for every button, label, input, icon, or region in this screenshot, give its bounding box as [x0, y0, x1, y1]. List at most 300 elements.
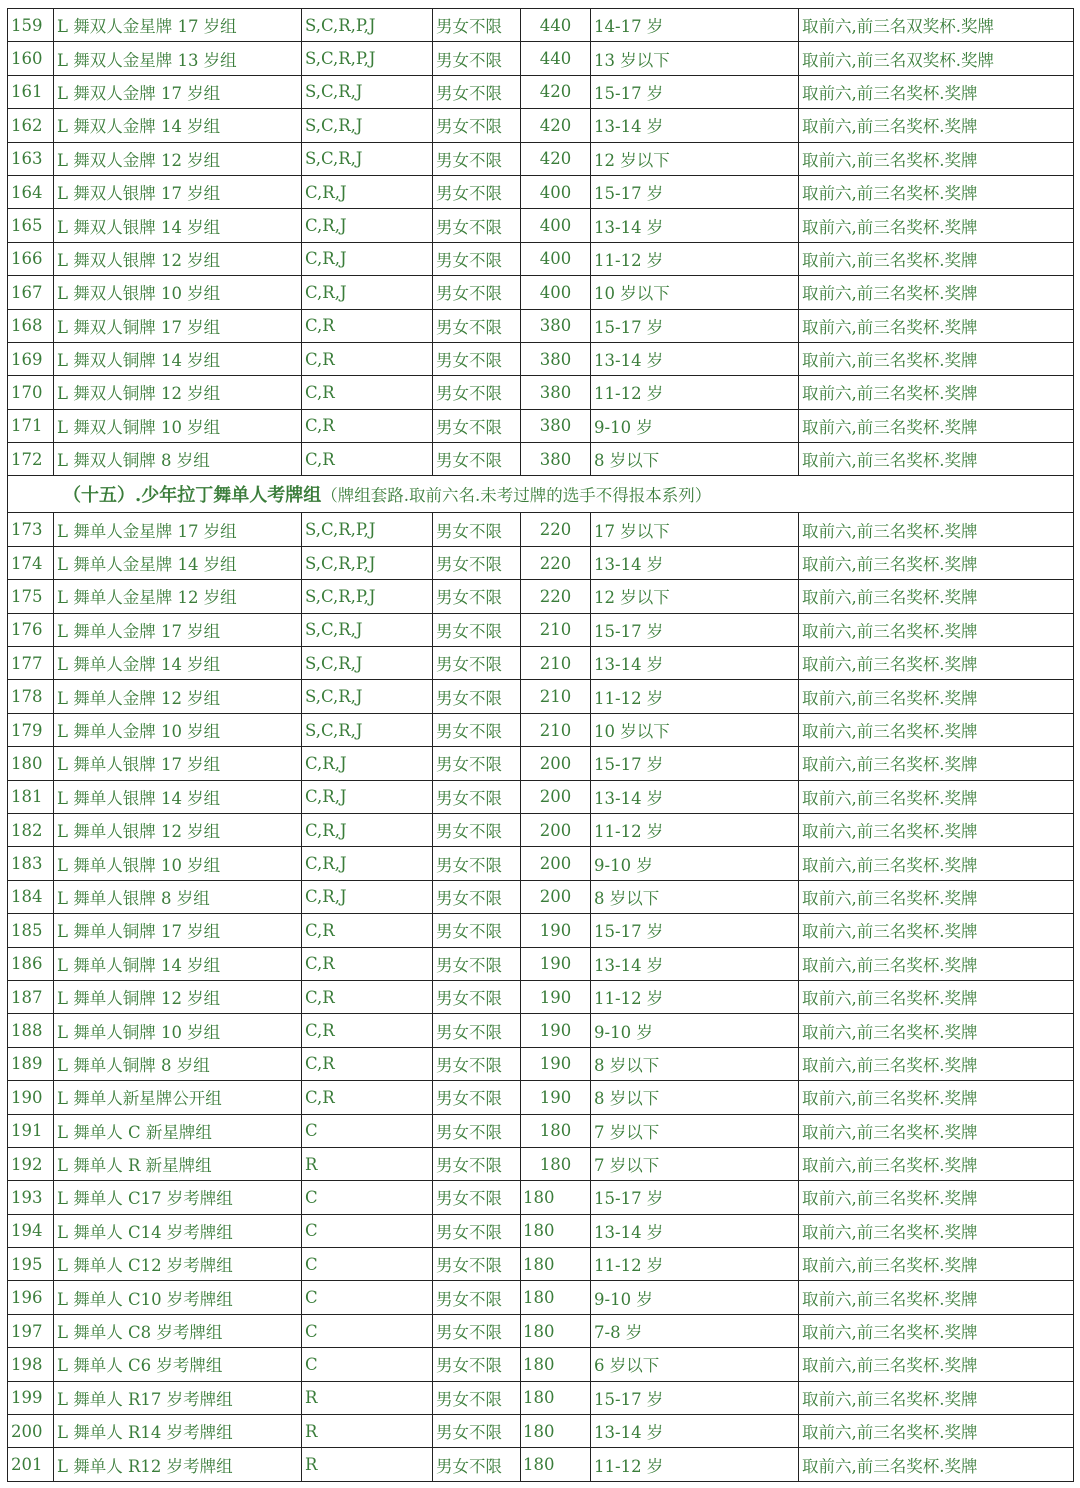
dances-cell: C,R,J	[302, 242, 433, 275]
entry-fee-cell: 380	[521, 376, 591, 409]
dances-cell: C	[302, 1114, 433, 1147]
age-group-cell: 8 岁以下	[591, 880, 799, 913]
table-row	[8, 309, 1074, 342]
section-title: （十五）.少年拉丁舞单人考牌组	[63, 485, 322, 507]
event-number-cell: 172	[8, 443, 54, 476]
table-row	[8, 42, 1074, 75]
awards-cell: 取前六,前三名奖杯.奖牌	[799, 1415, 1074, 1448]
gender-cell: 男女不限	[433, 947, 521, 980]
age-group-cell: 11-12 岁	[591, 813, 799, 846]
awards-cell: 取前六,前三名奖杯.奖牌	[799, 647, 1074, 680]
event-name-cell: L 舞单人 C14 岁考牌组	[54, 1214, 302, 1247]
event-name-cell: L 舞双人金牌 14 岁组	[54, 109, 302, 142]
dances-cell: R	[302, 1448, 433, 1481]
age-group-cell: 9-10 岁	[591, 1281, 799, 1314]
event-number-cell: 195	[8, 1248, 54, 1281]
dances-cell: C,R,J	[302, 747, 433, 780]
table-row	[8, 1014, 1074, 1047]
entry-fee-cell: 400	[521, 209, 591, 242]
table-row	[8, 342, 1074, 375]
event-name-cell: L 舞单人金牌 10 岁组	[54, 713, 302, 746]
awards-cell: 取前六,前三名双奖杯.奖牌	[799, 9, 1074, 42]
table-row	[8, 1281, 1074, 1314]
dances-cell: S,C,R,J	[302, 142, 433, 175]
dances-cell: C,R	[302, 342, 433, 375]
event-number-cell: 180	[8, 747, 54, 780]
dances-cell: C,R	[302, 1047, 433, 1080]
awards-cell: 取前六,前三名奖杯.奖牌	[799, 613, 1074, 646]
awards-cell: 取前六,前三名奖杯.奖牌	[799, 75, 1074, 108]
awards-cell: 取前六,前三名奖杯.奖牌	[799, 443, 1074, 476]
age-group-cell: 9-10 岁	[591, 847, 799, 880]
awards-cell: 取前六,前三名奖杯.奖牌	[799, 546, 1074, 579]
event-number-cell: 171	[8, 409, 54, 442]
event-number-cell: 201	[8, 1448, 54, 1481]
entry-fee-cell: 200	[521, 880, 591, 913]
age-group-cell: 7-8 岁	[591, 1314, 799, 1347]
gender-cell: 男女不限	[433, 580, 521, 613]
event-name-cell: L 舞单人 R 新星牌组	[54, 1147, 302, 1180]
gender-cell: 男女不限	[433, 1047, 521, 1080]
table-row	[8, 276, 1074, 309]
solo-category-rows	[8, 513, 1074, 1481]
entry-fee-cell: 180	[521, 1415, 591, 1448]
event-name-cell: L 舞双人铜牌 17 岁组	[54, 309, 302, 342]
event-number-cell: 185	[8, 914, 54, 947]
dances-cell: C,R,J	[302, 276, 433, 309]
awards-cell: 取前六,前三名奖杯.奖牌	[799, 680, 1074, 713]
age-group-cell: 15-17 岁	[591, 914, 799, 947]
event-number-cell: 167	[8, 276, 54, 309]
event-name-cell: L 舞单人铜牌 14 岁组	[54, 947, 302, 980]
competition-table	[7, 8, 1074, 1482]
dances-cell: S,C,R,J	[302, 713, 433, 746]
event-number-cell: 184	[8, 880, 54, 913]
dances-cell: C,R	[302, 376, 433, 409]
gender-cell: 男女不限	[433, 1014, 521, 1047]
awards-cell: 取前六,前三名奖杯.奖牌	[799, 1014, 1074, 1047]
awards-cell: 取前六,前三名奖杯.奖牌	[799, 1147, 1074, 1180]
event-name-cell: L 舞单人铜牌 17 岁组	[54, 914, 302, 947]
gender-cell: 男女不限	[433, 980, 521, 1013]
event-number-cell: 187	[8, 980, 54, 1013]
awards-cell: 取前六,前三名奖杯.奖牌	[799, 580, 1074, 613]
gender-cell: 男女不限	[433, 813, 521, 846]
gender-cell: 男女不限	[433, 1348, 521, 1381]
table-row	[8, 513, 1074, 546]
awards-cell: 取前六,前三名奖杯.奖牌	[799, 1047, 1074, 1080]
table-row	[8, 75, 1074, 108]
awards-cell: 取前六,前三名奖杯.奖牌	[799, 847, 1074, 880]
event-name-cell: L 舞单人银牌 17 岁组	[54, 747, 302, 780]
dances-cell: S,C,R,J	[302, 109, 433, 142]
awards-cell: 取前六,前三名奖杯.奖牌	[799, 276, 1074, 309]
table-row	[8, 9, 1074, 42]
age-group-cell: 9-10 岁	[591, 409, 799, 442]
entry-fee-cell: 190	[521, 980, 591, 1013]
table-row	[8, 680, 1074, 713]
event-name-cell: L 舞双人铜牌 12 岁组	[54, 376, 302, 409]
event-name-cell: L 舞单人 C8 岁考牌组	[54, 1314, 302, 1347]
awards-cell: 取前六,前三名奖杯.奖牌	[799, 376, 1074, 409]
entry-fee-cell: 180	[521, 1181, 591, 1214]
event-name-cell: L 舞双人银牌 14 岁组	[54, 209, 302, 242]
gender-cell: 男女不限	[433, 713, 521, 746]
awards-cell: 取前六,前三名奖杯.奖牌	[799, 980, 1074, 1013]
awards-cell: 取前六,前三名奖杯.奖牌	[799, 1114, 1074, 1147]
gender-cell: 男女不限	[433, 1415, 521, 1448]
table-row	[8, 1415, 1074, 1448]
awards-cell: 取前六,前三名奖杯.奖牌	[799, 1381, 1074, 1414]
event-number-cell: 179	[8, 713, 54, 746]
dances-cell: C	[302, 1214, 433, 1247]
awards-cell: 取前六,前三名奖杯.奖牌	[799, 109, 1074, 142]
age-group-cell: 13 岁以下	[591, 42, 799, 75]
section-header-cell	[8, 476, 1074, 513]
age-group-cell: 14-17 岁	[591, 9, 799, 42]
table-row	[8, 409, 1074, 442]
event-number-cell: 197	[8, 1314, 54, 1347]
entry-fee-cell: 220	[521, 580, 591, 613]
awards-cell: 取前六,前三名奖杯.奖牌	[799, 1081, 1074, 1114]
awards-cell: 取前六,前三名奖杯.奖牌	[799, 309, 1074, 342]
dances-cell: S,C,R,P,J	[302, 580, 433, 613]
entry-fee-cell: 200	[521, 747, 591, 780]
age-group-cell: 15-17 岁	[591, 613, 799, 646]
gender-cell: 男女不限	[433, 1214, 521, 1247]
event-name-cell: L 舞双人银牌 10 岁组	[54, 276, 302, 309]
event-number-cell: 192	[8, 1147, 54, 1180]
event-name-cell: L 舞单人 R14 岁考牌组	[54, 1415, 302, 1448]
entry-fee-cell: 380	[521, 443, 591, 476]
event-name-cell: L 舞单人金牌 12 岁组	[54, 680, 302, 713]
dances-cell: C,R	[302, 409, 433, 442]
gender-cell: 男女不限	[433, 276, 521, 309]
section-note: （牌组套路.取前六名.未考过牌的选手不得报本系列）	[321, 486, 712, 506]
dances-cell: R	[302, 1381, 433, 1414]
event-name-cell: L 舞单人 C12 岁考牌组	[54, 1248, 302, 1281]
event-number-cell: 169	[8, 342, 54, 375]
gender-cell: 男女不限	[433, 109, 521, 142]
gender-cell: 男女不限	[433, 780, 521, 813]
entry-fee-cell: 190	[521, 1081, 591, 1114]
event-number-cell: 200	[8, 1415, 54, 1448]
event-name-cell: L 舞单人新星牌公开组	[54, 1081, 302, 1114]
event-name-cell: L 舞双人铜牌 10 岁组	[54, 409, 302, 442]
entry-fee-cell: 180	[521, 1281, 591, 1314]
awards-cell: 取前六,前三名奖杯.奖牌	[799, 1448, 1074, 1481]
table-row	[8, 1348, 1074, 1381]
event-name-cell: L 舞单人金星牌 17 岁组	[54, 513, 302, 546]
gender-cell: 男女不限	[433, 309, 521, 342]
dances-cell: C,R	[302, 980, 433, 1013]
event-name-cell: L 舞双人金星牌 13 岁组	[54, 42, 302, 75]
entry-fee-cell: 180	[521, 1114, 591, 1147]
gender-cell: 男女不限	[433, 1381, 521, 1414]
age-group-cell: 10 岁以下	[591, 713, 799, 746]
event-name-cell: L 舞单人金星牌 12 岁组	[54, 580, 302, 613]
entry-fee-cell: 210	[521, 647, 591, 680]
awards-cell: 取前六,前三名奖杯.奖牌	[799, 1314, 1074, 1347]
dances-cell: C,R	[302, 1081, 433, 1114]
entry-fee-cell: 180	[521, 1314, 591, 1347]
entry-fee-cell: 400	[521, 242, 591, 275]
event-number-cell: 189	[8, 1047, 54, 1080]
gender-cell: 男女不限	[433, 680, 521, 713]
table-row	[8, 1147, 1074, 1180]
age-group-cell: 15-17 岁	[591, 1181, 799, 1214]
table-row	[8, 780, 1074, 813]
dances-cell: C	[302, 1348, 433, 1381]
entry-fee-cell: 200	[521, 780, 591, 813]
event-number-cell: 165	[8, 209, 54, 242]
table-row	[8, 1448, 1074, 1481]
entry-fee-cell: 420	[521, 109, 591, 142]
event-number-cell: 175	[8, 580, 54, 613]
entry-fee-cell: 200	[521, 813, 591, 846]
entry-fee-cell: 220	[521, 513, 591, 546]
entry-fee-cell: 440	[521, 42, 591, 75]
entry-fee-cell: 220	[521, 546, 591, 579]
event-name-cell: L 舞双人金牌 12 岁组	[54, 142, 302, 175]
entry-fee-cell: 190	[521, 1014, 591, 1047]
dances-cell: C	[302, 1181, 433, 1214]
entry-fee-cell: 420	[521, 75, 591, 108]
awards-cell: 取前六,前三名奖杯.奖牌	[799, 1281, 1074, 1314]
dances-cell: S,C,R,P,J	[302, 546, 433, 579]
age-group-cell: 13-14 岁	[591, 1214, 799, 1247]
gender-cell: 男女不限	[433, 1281, 521, 1314]
age-group-cell: 7 岁以下	[591, 1114, 799, 1147]
dances-cell: C,R,J	[302, 175, 433, 208]
entry-fee-cell: 440	[521, 9, 591, 42]
event-number-cell: 191	[8, 1114, 54, 1147]
gender-cell: 男女不限	[433, 647, 521, 680]
table-row	[8, 546, 1074, 579]
event-number-cell: 161	[8, 75, 54, 108]
age-group-cell: 11-12 岁	[591, 680, 799, 713]
gender-cell: 男女不限	[433, 546, 521, 579]
event-name-cell: L 舞单人银牌 14 岁组	[54, 780, 302, 813]
age-group-cell: 6 岁以下	[591, 1348, 799, 1381]
awards-cell: 取前六,前三名奖杯.奖牌	[799, 947, 1074, 980]
gender-cell: 男女不限	[433, 1448, 521, 1481]
age-group-cell: 13-14 岁	[591, 947, 799, 980]
event-name-cell: L 舞单人金星牌 14 岁组	[54, 546, 302, 579]
awards-cell: 取前六,前三名奖杯.奖牌	[799, 914, 1074, 947]
entry-fee-cell: 380	[521, 409, 591, 442]
table-row	[8, 747, 1074, 780]
gender-cell: 男女不限	[433, 242, 521, 275]
gender-cell: 男女不限	[433, 914, 521, 947]
dances-cell: C,R	[302, 914, 433, 947]
entry-fee-cell: 180	[521, 1381, 591, 1414]
age-group-cell: 13-14 岁	[591, 647, 799, 680]
event-number-cell: 186	[8, 947, 54, 980]
table-row	[8, 175, 1074, 208]
dances-cell: C	[302, 1314, 433, 1347]
awards-cell: 取前六,前三名奖杯.奖牌	[799, 1348, 1074, 1381]
gender-cell: 男女不限	[433, 1147, 521, 1180]
age-group-cell: 12 岁以下	[591, 142, 799, 175]
entry-fee-cell: 190	[521, 914, 591, 947]
gender-cell: 男女不限	[433, 613, 521, 646]
gender-cell: 男女不限	[433, 1314, 521, 1347]
age-group-cell: 12 岁以下	[591, 580, 799, 613]
awards-cell: 取前六,前三名奖杯.奖牌	[799, 813, 1074, 846]
table-row	[8, 1381, 1074, 1414]
gender-cell: 男女不限	[433, 42, 521, 75]
gender-cell: 男女不限	[433, 847, 521, 880]
event-number-cell: 174	[8, 546, 54, 579]
event-name-cell: L 舞单人金牌 17 岁组	[54, 613, 302, 646]
dances-cell: S,C,R,J	[302, 75, 433, 108]
gender-cell: 男女不限	[433, 1081, 521, 1114]
dances-cell: S,C,R,P,J	[302, 9, 433, 42]
gender-cell: 男女不限	[433, 747, 521, 780]
event-name-cell: L 舞双人银牌 12 岁组	[54, 242, 302, 275]
table-row	[8, 242, 1074, 275]
entry-fee-cell: 210	[521, 680, 591, 713]
pair-category-rows	[8, 9, 1074, 476]
event-name-cell: L 舞双人铜牌 8 岁组	[54, 443, 302, 476]
entry-fee-cell: 400	[521, 175, 591, 208]
entry-fee-cell: 180	[521, 1147, 591, 1180]
event-number-cell: 178	[8, 680, 54, 713]
dances-cell: S,C,R,J	[302, 647, 433, 680]
gender-cell: 男女不限	[433, 880, 521, 913]
entry-fee-cell: 180	[521, 1248, 591, 1281]
event-number-cell: 160	[8, 42, 54, 75]
dances-cell: C	[302, 1281, 433, 1314]
event-number-cell: 164	[8, 175, 54, 208]
age-group-cell: 15-17 岁	[591, 1381, 799, 1414]
event-name-cell: L 舞双人银牌 17 岁组	[54, 175, 302, 208]
table-row	[8, 613, 1074, 646]
event-name-cell: L 舞双人金牌 17 岁组	[54, 75, 302, 108]
dances-cell: C,R	[302, 443, 433, 476]
event-name-cell: L 舞单人银牌 10 岁组	[54, 847, 302, 880]
table-row	[8, 443, 1074, 476]
age-group-cell: 8 岁以下	[591, 1081, 799, 1114]
age-group-cell: 13-14 岁	[591, 1415, 799, 1448]
dances-cell: S,C,R,P,J	[302, 513, 433, 546]
event-name-cell: L 舞单人铜牌 8 岁组	[54, 1047, 302, 1080]
entry-fee-cell: 210	[521, 613, 591, 646]
awards-cell: 取前六,前三名奖杯.奖牌	[799, 1248, 1074, 1281]
gender-cell: 男女不限	[433, 1181, 521, 1214]
event-number-cell: 188	[8, 1014, 54, 1047]
event-number-cell: 183	[8, 847, 54, 880]
dances-cell: C,R,J	[302, 813, 433, 846]
dances-cell: C	[302, 1248, 433, 1281]
age-group-cell: 13-14 岁	[591, 209, 799, 242]
awards-cell: 取前六,前三名奖杯.奖牌	[799, 1181, 1074, 1214]
table-row	[8, 1081, 1074, 1114]
age-group-cell: 7 岁以下	[591, 1147, 799, 1180]
entry-fee-cell: 380	[521, 342, 591, 375]
awards-cell: 取前六,前三名奖杯.奖牌	[799, 747, 1074, 780]
gender-cell: 男女不限	[433, 209, 521, 242]
awards-cell: 取前六,前三名奖杯.奖牌	[799, 1214, 1074, 1247]
age-group-cell: 11-12 岁	[591, 1448, 799, 1481]
event-name-cell: L 舞单人金牌 14 岁组	[54, 647, 302, 680]
event-number-cell: 173	[8, 513, 54, 546]
event-number-cell: 176	[8, 613, 54, 646]
age-group-cell: 11-12 岁	[591, 242, 799, 275]
entry-fee-cell: 380	[521, 309, 591, 342]
entry-fee-cell: 420	[521, 142, 591, 175]
table-row	[8, 847, 1074, 880]
competition-table-sheet	[7, 8, 1073, 1482]
awards-cell: 取前六,前三名奖杯.奖牌	[799, 209, 1074, 242]
event-number-cell: 163	[8, 142, 54, 175]
age-group-cell: 11-12 岁	[591, 1248, 799, 1281]
event-number-cell: 166	[8, 242, 54, 275]
awards-cell: 取前六,前三名双奖杯.奖牌	[799, 42, 1074, 75]
gender-cell: 男女不限	[433, 75, 521, 108]
event-name-cell: L 舞单人 C10 岁考牌组	[54, 1281, 302, 1314]
gender-cell: 男女不限	[433, 1248, 521, 1281]
event-number-cell: 159	[8, 9, 54, 42]
age-group-cell: 15-17 岁	[591, 75, 799, 108]
event-number-cell: 162	[8, 109, 54, 142]
dances-cell: C,R,J	[302, 847, 433, 880]
gender-cell: 男女不限	[433, 376, 521, 409]
dances-cell: R	[302, 1147, 433, 1180]
age-group-cell: 15-17 岁	[591, 309, 799, 342]
table-row	[8, 142, 1074, 175]
table-row	[8, 109, 1074, 142]
awards-cell: 取前六,前三名奖杯.奖牌	[799, 780, 1074, 813]
entry-fee-cell: 200	[521, 847, 591, 880]
dances-cell: S,C,R,J	[302, 680, 433, 713]
section-header	[8, 476, 1074, 513]
section-header-row	[8, 476, 1074, 513]
awards-cell: 取前六,前三名奖杯.奖牌	[799, 142, 1074, 175]
entry-fee-cell: 180	[521, 1214, 591, 1247]
entry-fee-cell: 190	[521, 947, 591, 980]
event-name-cell: L 舞双人铜牌 14 岁组	[54, 342, 302, 375]
table-row	[8, 1181, 1074, 1214]
gender-cell: 男女不限	[433, 1114, 521, 1147]
age-group-cell: 8 岁以下	[591, 1047, 799, 1080]
gender-cell: 男女不限	[433, 443, 521, 476]
age-group-cell: 15-17 岁	[591, 175, 799, 208]
event-name-cell: L 舞双人金星牌 17 岁组	[54, 9, 302, 42]
event-number-cell: 181	[8, 780, 54, 813]
table-row	[8, 1314, 1074, 1347]
event-number-cell: 190	[8, 1081, 54, 1114]
age-group-cell: 15-17 岁	[591, 747, 799, 780]
event-number-cell: 182	[8, 813, 54, 846]
age-group-cell: 10 岁以下	[591, 276, 799, 309]
event-name-cell: L 舞单人 C17 岁考牌组	[54, 1181, 302, 1214]
age-group-cell: 11-12 岁	[591, 980, 799, 1013]
table-row	[8, 1047, 1074, 1080]
table-row	[8, 376, 1074, 409]
event-number-cell: 198	[8, 1348, 54, 1381]
table-row	[8, 947, 1074, 980]
awards-cell: 取前六,前三名奖杯.奖牌	[799, 513, 1074, 546]
table-row	[8, 1248, 1074, 1281]
age-group-cell: 13-14 岁	[591, 780, 799, 813]
gender-cell: 男女不限	[433, 409, 521, 442]
entry-fee-cell: 190	[521, 1047, 591, 1080]
event-number-cell: 194	[8, 1214, 54, 1247]
age-group-cell: 8 岁以下	[591, 443, 799, 476]
awards-cell: 取前六,前三名奖杯.奖牌	[799, 409, 1074, 442]
